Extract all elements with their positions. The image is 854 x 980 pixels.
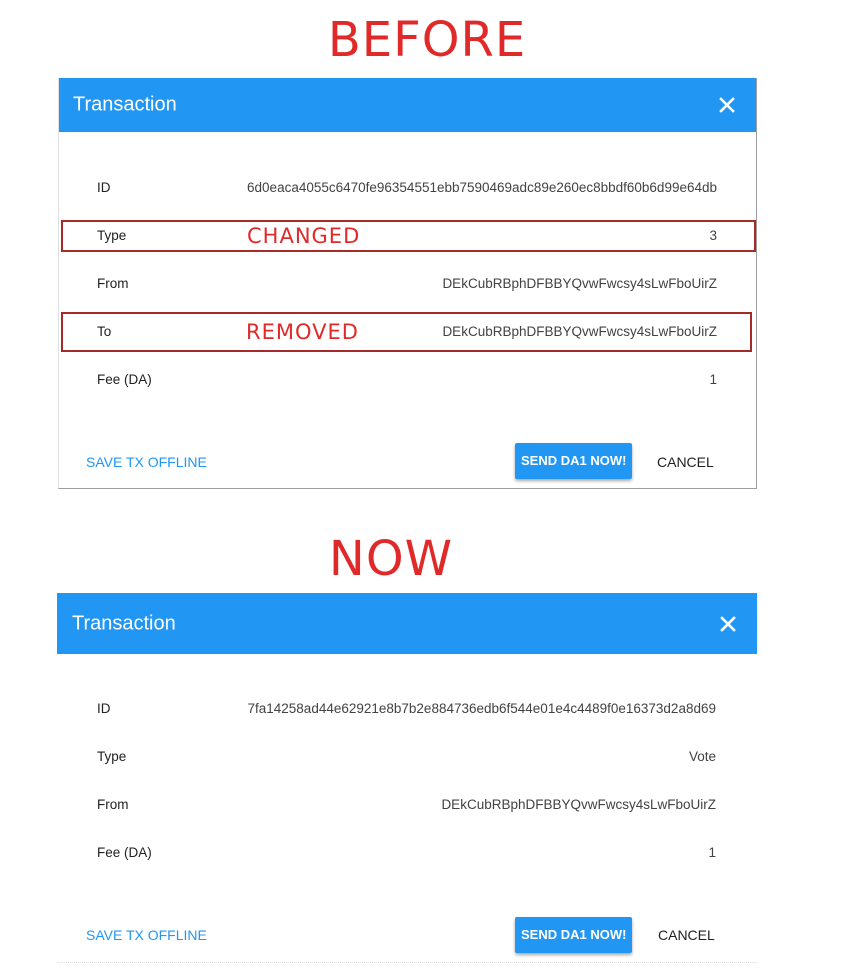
row-label: Fee (DA) <box>97 845 152 860</box>
row-label: To <box>97 324 112 339</box>
row-value: 7fa14258ad44e62921e8b7b2e884736edb6f544e01e4c4489f0e16373d2a8d69 <box>247 701 716 716</box>
dialog-title: Transaction <box>72 612 176 634</box>
transaction-dialog-before <box>58 78 757 489</box>
before-heading: BEFORE <box>327 12 527 68</box>
cancel-button[interactable]: CANCEL <box>658 927 715 943</box>
cancel-button[interactable]: CANCEL <box>657 454 714 470</box>
row-from <box>97 276 717 296</box>
row-value: 1 <box>708 845 716 860</box>
transaction-dialog-now <box>57 593 757 963</box>
row-label: From <box>97 276 129 291</box>
now-heading: NOW <box>328 531 454 587</box>
row-value: DEkCubRBphDFBBYQvwFwcsy4sLwFboUirZ <box>441 797 716 812</box>
row-label: ID <box>97 180 111 195</box>
row-fee <box>97 372 717 392</box>
row-fee <box>97 845 716 865</box>
row-from <box>97 797 716 817</box>
save-tx-offline-link[interactable]: SAVE TX OFFLINE <box>86 454 207 470</box>
changed-annotation-box <box>61 220 756 252</box>
row-value: 3 <box>709 228 717 243</box>
row-type <box>97 749 716 769</box>
row-value: DEkCubRBphDFBBYQvwFwcsy4sLwFboUirZ <box>442 324 717 339</box>
removed-annotation-box <box>61 312 752 352</box>
row-id <box>97 701 716 721</box>
removed-annotation-label: REMOVED <box>246 320 359 344</box>
row-id <box>97 180 717 200</box>
row-value: 6d0eaca4055c6470fe96354551ebb7590469adc89e260ec8bbdf60b6d99e64db <box>247 180 717 195</box>
row-label: Type <box>97 749 127 764</box>
row-label: From <box>97 797 129 812</box>
row-label: Type <box>97 228 127 243</box>
row-value: 1 <box>709 372 717 387</box>
dialog-title: Transaction <box>73 93 177 116</box>
dialog-header <box>59 78 756 132</box>
row-value: Vote <box>688 749 716 764</box>
row-value: DEkCubRBphDFBBYQvwFwcsy4sLwFboUirZ <box>442 276 717 291</box>
close-icon[interactable] <box>719 615 737 633</box>
close-icon[interactable] <box>718 96 736 114</box>
dialog-header <box>57 593 757 654</box>
send-now-button[interactable]: SEND DA1 NOW! <box>515 917 632 953</box>
send-now-button[interactable]: SEND DA1 NOW! <box>515 443 632 479</box>
changed-annotation-label: CHANGED <box>247 224 361 248</box>
row-label: ID <box>97 701 111 716</box>
row-label: Fee (DA) <box>97 372 152 387</box>
save-tx-offline-link[interactable]: SAVE TX OFFLINE <box>86 927 207 943</box>
